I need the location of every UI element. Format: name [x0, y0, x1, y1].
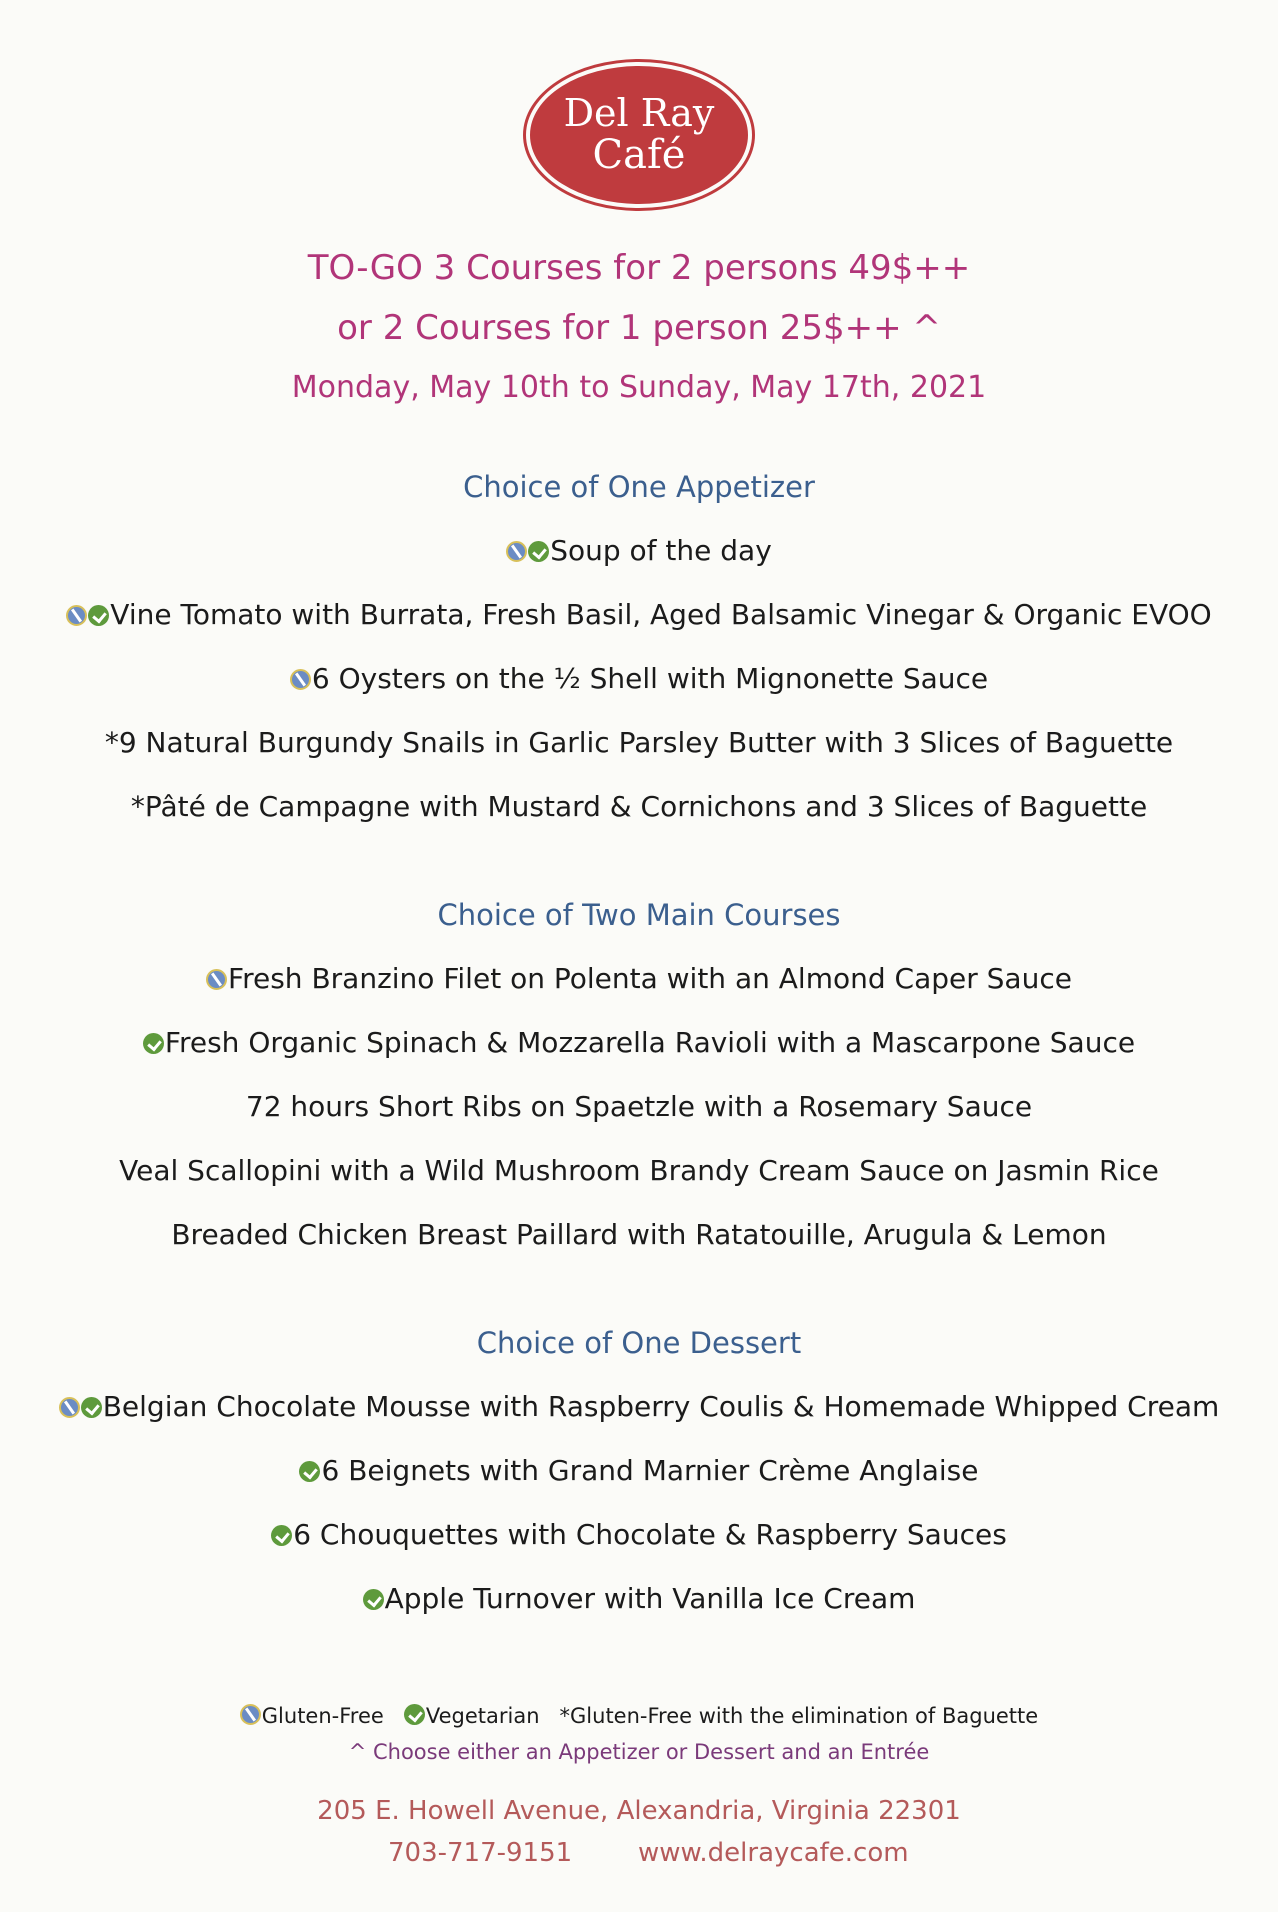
menu-item: [0, 1454, 1278, 1487]
item-text: Vine Tomato with Burrata, Fresh Basil, Aged Balsamic Vinegar & Organic EVOO: [110, 598, 1212, 631]
item-text: Apple Turnover with Vanilla Ice Cream: [384, 1582, 916, 1615]
item-text: Fresh Organic Spinach & Mozzarella Ravioli with a Mascarpone Sauce: [164, 1026, 1136, 1059]
logo-line2: Café: [592, 132, 686, 178]
desserts-title: Choice of One Dessert: [476, 1326, 802, 1360]
legend-gluten-free: Gluten-Free: [261, 1704, 384, 1728]
item-text: 6 Beignets with Grand Marnier Crème Anglaise: [321, 1454, 979, 1487]
menu-item: [0, 598, 1278, 631]
address: 205 E. Howell Avenue, Alexandria, Virginia 22301: [317, 1796, 961, 1826]
offer-line2: or 2 Courses for 1 person 25$++ ^: [337, 308, 941, 348]
vegetarian-icon: [271, 1525, 292, 1546]
vegetarian-icon: [363, 1589, 384, 1610]
menu-item: [0, 726, 1278, 759]
menu-item: [0, 662, 1278, 695]
gluten-free-icon: [506, 541, 527, 562]
menu-item: [0, 790, 1278, 823]
dietary-legend: [0, 1704, 1278, 1728]
legend-vegetarian: Vegetarian: [425, 1704, 540, 1728]
menu-item: [0, 1582, 1278, 1615]
item-text: *Pâté de Campagne with Mustard & Cornichons and 3 Slices of Baguette: [130, 790, 1148, 823]
menu-item: [0, 1090, 1278, 1123]
menu-item: [0, 1154, 1278, 1187]
item-text: Soup of the day: [550, 534, 772, 567]
menu-item: [0, 1218, 1278, 1251]
choose-note: ^ Choose either an Appetizer or Dessert and an Entrée: [348, 1740, 930, 1764]
website-link[interactable]: www.delraycafe.com: [638, 1838, 909, 1868]
vegetarian-icon: [528, 541, 549, 562]
menu-item: [0, 1518, 1278, 1551]
item-text: *9 Natural Burgundy Snails in Garlic Parsley Butter with 3 Slices of Baguette: [104, 726, 1174, 759]
gluten-free-icon: [290, 669, 311, 690]
gluten-free-icon: [206, 969, 227, 990]
item-text: 72 hours Short Ribs on Spaetzle with a Rosemary Sauce: [245, 1090, 1033, 1123]
menu-item: [0, 534, 1278, 567]
offer-line1: TO-GO 3 Courses for 2 persons 49$++: [307, 248, 971, 288]
menu-item: [0, 962, 1278, 995]
phone-number: 703-717-9151: [388, 1838, 573, 1868]
logo-line1: Del Ray: [563, 91, 715, 135]
item-text: Belgian Chocolate Mousse with Raspberry Coulis & Homemade Whipped Cream: [102, 1390, 1220, 1423]
item-text: Veal Scallopini with a Wild Mushroom Brandy Cream Sauce on Jasmin Rice: [119, 1154, 1159, 1187]
legend-baguette-note: *Gluten-Free with the elimination of Baguette: [559, 1704, 1039, 1728]
vegetarian-icon: [88, 605, 109, 626]
appetizers-title: Choice of One Appetizer: [463, 470, 815, 504]
menu-item: [0, 1390, 1278, 1423]
menu-item: [0, 1026, 1278, 1059]
offer-dates: Monday, May 10th to Sunday, May 17th, 2021: [291, 370, 987, 405]
mains-title: Choice of Two Main Courses: [437, 898, 841, 932]
gluten-free-icon: [59, 1397, 80, 1418]
item-text: Fresh Branzino Filet on Polenta with an Almond Caper Sauce: [228, 962, 1072, 995]
item-text: Breaded Chicken Breast Paillard with Ratatouille, Arugula & Lemon: [171, 1218, 1107, 1251]
del-ray-cafe-logo: [526, 62, 752, 208]
item-text: 6 Chouquettes with Chocolate & Raspberry Sauces: [293, 1518, 1007, 1551]
vegetarian-icon: [143, 1033, 164, 1054]
gluten-free-icon: [240, 1704, 261, 1725]
vegetarian-icon: [404, 1704, 425, 1725]
vegetarian-icon: [299, 1461, 320, 1482]
item-text: 6 Oysters on the ½ Shell with Mignonette Sauce: [311, 662, 989, 695]
gluten-free-icon: [66, 605, 87, 626]
vegetarian-icon: [81, 1397, 102, 1418]
